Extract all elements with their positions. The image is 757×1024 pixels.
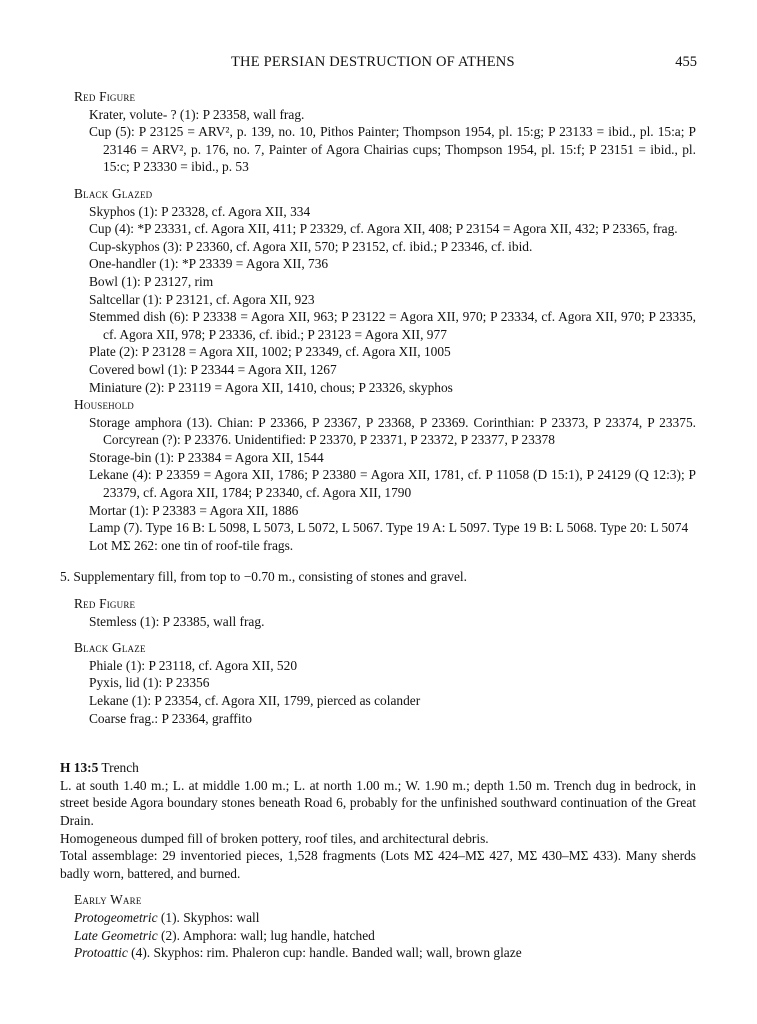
black-glazed-entry: Cup-skyphos (3): P 23360, cf. Agora XII, 570; P 23152, cf. ibid.; P 23346, cf. ibid. xyxy=(89,238,533,254)
early-ware-entry xyxy=(74,944,696,962)
household-entry: Storage-bin (1): P 23384 = Agora XII, 1544 xyxy=(89,449,324,465)
black-glazed-entry: Plate (2): P 23128 = Agora XII, 1002; P 23349, cf. Agora XII, 1005 xyxy=(89,344,451,360)
early-ware-list xyxy=(60,909,696,962)
early-ware-period: Protogeometric xyxy=(74,909,158,925)
early-ware-entry xyxy=(74,927,696,945)
household-entry: Storage amphora (13). Chian: P 23366, P 23367, P 23368, P 23369. Corinthian: P 23373, P 23374, P 23375. Corcyrean (?): P 23376. Unidentified: P 23370, P 23371, P 23372, P 23377, P 23378 xyxy=(89,414,696,448)
section-heading-item5-red-figure: Red Figure xyxy=(74,596,136,612)
trench-paragraph-2: Homogeneous dumped fill of broken pottery, roof tiles, and architectural debris. xyxy=(60,830,489,846)
section-heading-red-figure: Red Figure xyxy=(74,89,136,104)
item5-black-glaze-entry: Pyxis, lid (1): P 23356 xyxy=(89,675,210,691)
page-number: 455 xyxy=(675,54,697,70)
section-heading-black-glazed: Black Glazed xyxy=(74,185,153,201)
section-heading-early-ware: Early Ware xyxy=(74,892,142,908)
trench-heading xyxy=(60,759,696,777)
red-figure-list xyxy=(60,106,696,176)
section-heading-household: Household xyxy=(74,397,134,413)
item5-red-figure-list xyxy=(60,613,696,631)
running-title: THE PERSIAN DESTRUCTION OF ATHENS xyxy=(231,54,515,70)
item5-red-figure-entry: Stemless (1): P 23385, wall frag. xyxy=(89,613,265,629)
household-entry: Mortar (1): P 23383 = Agora XII, 1886 xyxy=(89,502,299,518)
trench-label-bold: H 13:5 xyxy=(60,760,99,776)
red-figure-entry: Krater, volute- ? (1): P 23358, wall frag. xyxy=(89,106,305,122)
section-heading-item5-black-glaze: Black Glaze xyxy=(74,640,146,656)
item5-black-glaze-entry: Coarse frag.: P 23364, graffito xyxy=(89,710,252,726)
black-glazed-entry: Miniature (2): P 23119 = Agora XII, 1410, chous; P 23326, skyphos xyxy=(89,379,453,395)
household-entry: Lot ΜΣ 262: one tin of roof-tile frags. xyxy=(89,537,294,553)
item5-black-glaze-entry: Phiale (1): P 23118, cf. Agora XII, 520 xyxy=(89,657,298,673)
black-glazed-entry: Bowl (1): P 23127, rim xyxy=(89,273,214,289)
household-list xyxy=(60,414,696,555)
black-glazed-entry: Stemmed dish (6): P 23338 = Agora XII, 963; P 23122 = Agora XII, 970; P 23334, cf. Agora XII, 970; P 23335, cf. Agora XII, 978; P 23336, cf. ibid.; P 23123 = Agora XII, 977 xyxy=(89,309,696,342)
early-ware-period: Late Geometric xyxy=(74,927,158,943)
black-glazed-entry: Skyphos (1): P 23328, cf. Agora XII, 334 xyxy=(89,203,311,219)
red-figure-entry: Cup (5): P 23125 = ARV², p. 139, no. 10, Pithos Painter; Thompson 1954, pl. 15:g; P 23133 = ibid., pl. 15:a; P 23146 = ARV², p. 176, no. 7, Painter of Agora Chairias cups; Thompson 1954, pl. 15:f; P 23151 = ibid., pl. 15:c; P 23330 = ibid., p. 53 xyxy=(89,124,696,175)
black-glazed-entry: One-handler (1): *P 23339 = Agora XII, 736 xyxy=(89,256,329,272)
black-glazed-entry: Saltcellar (1): P 23121, cf. Agora XII, 923 xyxy=(89,291,315,307)
early-ware-description: (4). Skyphos: rim. Phaleron cup: handle. Banded wall; wall, brown glaze xyxy=(127,945,522,961)
household-entry: Lamp (7). Type 16 B: L 5098, L 5073, L 5072, L 5067. Type 19 A: L 5097. Type 19 B: L 5068. Type 20: L 5074 xyxy=(89,520,689,536)
household-entry: Lekane (4): P 23359 = Agora XII, 1786; P 23380 = Agora XII, 1781, cf. P 11058 (D 15:1), P 24129 (Q 12:3); P 23379, cf. Agora XII, 1784; P 23340, cf. Agora XII, 1790 xyxy=(89,467,696,501)
black-glazed-entry: Cup (4): *P 23331, cf. Agora XII, 411; P 23329, cf. Agora XII, 408; P 23154 = Agora XII, 432; P 23365, frag. xyxy=(89,221,678,237)
early-ware-description: (1). Skyphos: wall xyxy=(157,909,260,925)
trench-paragraph-3: Total assemblage: 29 inventoried pieces, 1,528 fragments (Lots ΜΣ 424–ΜΣ 427, ΜΣ 430–ΜΣ 433). Many sherds badly worn, battered, and burned. xyxy=(60,848,696,881)
running-header xyxy=(0,54,757,74)
item5-black-glaze-entry: Lekane (1): P 23354, cf. Agora XII, 1799, pierced as colander xyxy=(89,693,421,708)
trench-paragraph-1: L. at south 1.40 m.; L. at middle 1.00 m.; L. at north 1.00 m.; W. 1.90 m.; depth 1.50 m. Trench dug in bedrock, in street beside Agora boundary stones beneath Road 6, probably for the unfinished southward continuation of the Great Drain. xyxy=(60,777,696,828)
trench-label-rest: Trench xyxy=(98,760,139,776)
black-glazed-list xyxy=(60,203,696,397)
document-body xyxy=(60,88,696,962)
early-ware-entry xyxy=(74,909,696,927)
item5-black-glaze-list xyxy=(60,657,696,727)
early-ware-description: (2). Amphora: wall; lug handle, hatched xyxy=(157,927,375,943)
early-ware-period: Protoattic xyxy=(74,945,128,961)
item-5-description: 5. Supplementary fill, from top to −0.70 m., consisting of stones and gravel. xyxy=(60,569,467,585)
black-glazed-entry: Covered bowl (1): P 23344 = Agora XII, 1267 xyxy=(89,361,337,377)
